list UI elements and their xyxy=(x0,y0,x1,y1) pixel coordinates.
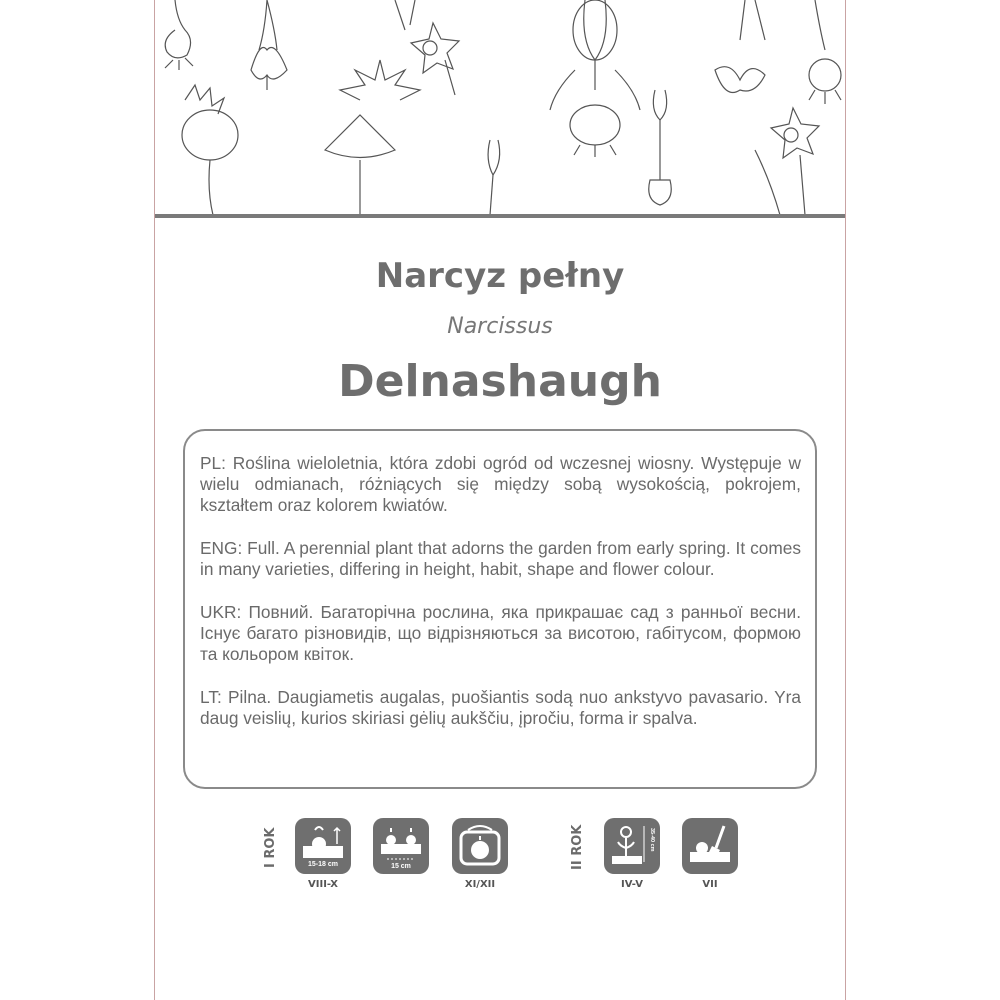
planting-depth-icon xyxy=(295,818,351,874)
icon-flowering-height xyxy=(603,818,661,890)
description-eng: ENG: Full. A perennial plant that adorns the garden from early spring. It comes in many varieties, differing in height, habit, shape and flower colour. xyxy=(200,538,801,579)
description-box xyxy=(183,429,817,789)
flowering-period: IV-V xyxy=(621,879,643,890)
illustration-divider xyxy=(155,214,845,218)
icon-digging-bulbs xyxy=(681,818,739,890)
common-name: Narcyz pełny xyxy=(375,256,625,296)
description-lt: LT: Pilna. Daugiametis augalas, puošiantis sodą nuo ankstyvo pavasario. Yra daug veislių, kurios skiriasi gėlių aukščiu, įpročiu, forma ir spalva. xyxy=(200,687,801,728)
description-pl: PL: Roślina wieloletnia, która zdobi ogród od wczesnej wiosny. Występuje w wielu odmianach, różniących się między sobą wysokością, pokrojem, kształtem oraz kolorem kwiatów. xyxy=(200,453,801,515)
icon-planting-depth xyxy=(294,818,352,890)
botanical-illustration xyxy=(155,0,845,215)
frost-protection-icon xyxy=(452,818,508,874)
latin-name: Narcissus xyxy=(447,314,553,339)
bulb-spacing-icon xyxy=(373,818,429,874)
year1-label: I ROK xyxy=(263,827,278,868)
icon-bulb-spacing xyxy=(372,818,430,874)
bulb-spacing-value: 15 cm xyxy=(391,863,411,870)
digging-period: VII xyxy=(702,879,718,890)
planting-period: VIII-X xyxy=(308,879,338,890)
digging-bulbs-icon xyxy=(682,818,738,874)
planting-depth-value: 15-18 cm xyxy=(308,861,338,868)
frost-protection-period: XI/XII xyxy=(464,879,496,890)
description-ukr: UKR: Повний. Багаторічна рослина, яка прикрашає сад з ранньої весни. Існує багато різновидів, що відрізняються за висотою, габітусом, формою та кольором квіток. xyxy=(200,602,801,664)
flowering-height-icon xyxy=(604,818,660,874)
flowering-height-value: 35-40 cm xyxy=(649,828,655,852)
card-edge-right xyxy=(845,0,846,1000)
icon-frost-protection xyxy=(451,818,509,890)
year2-label: II ROK xyxy=(570,824,585,870)
cultivar-name: Delnashaugh xyxy=(338,356,662,407)
